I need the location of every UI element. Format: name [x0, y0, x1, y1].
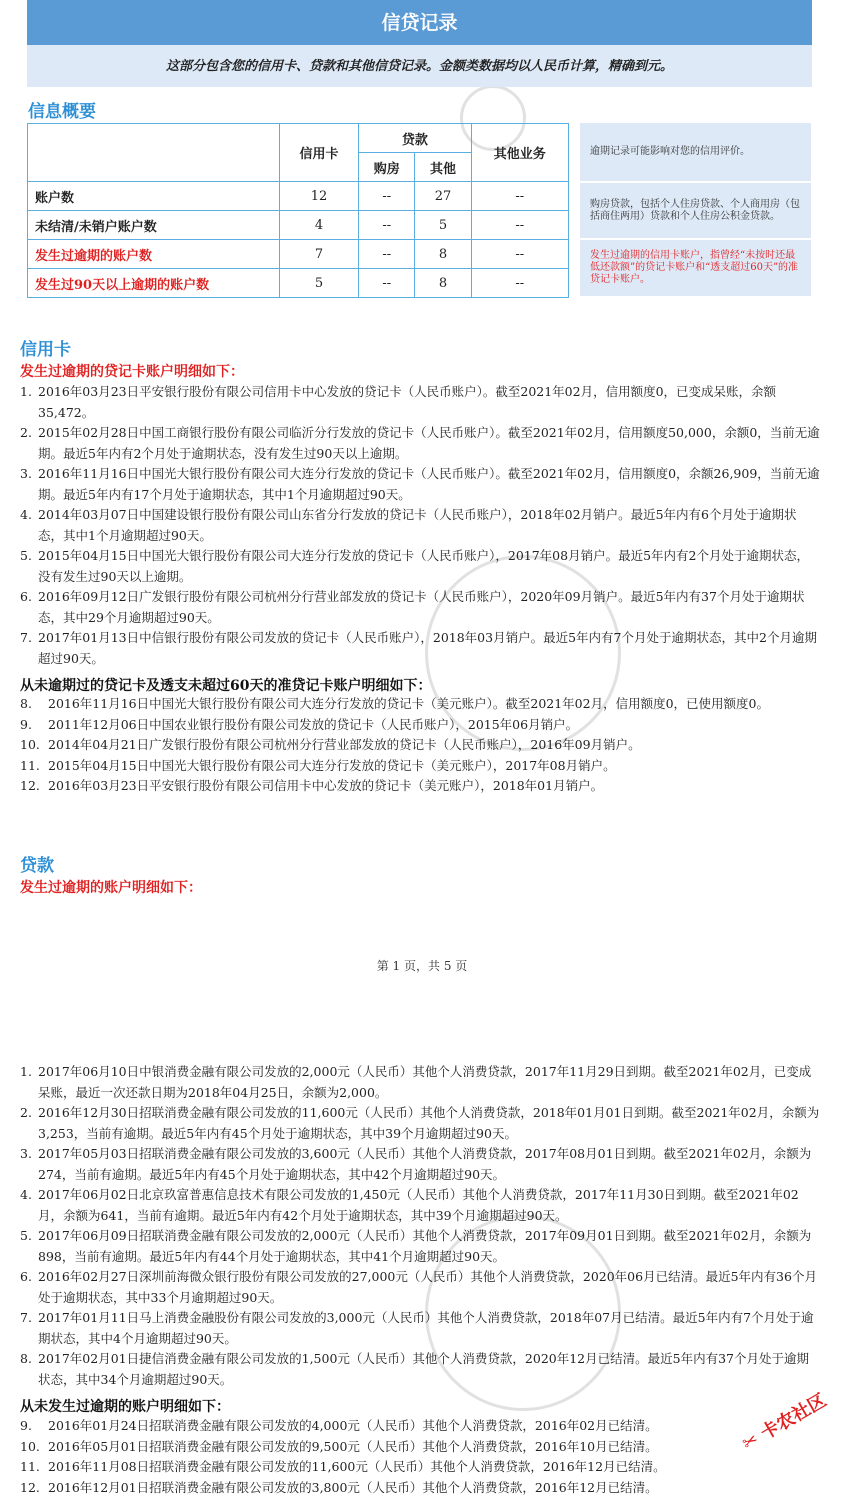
loan-overdue-list	[20, 1062, 820, 1390]
list-item: 5. 2017年06月09日招联消费金融有限公司发放的2,000元（人民币）其他个人消费贷款，2017年09月01日到期。截至2021年02月，余额为898，当前有逾期。最近5年内有44个月处于逾期状态，其中41个月逾期超过90天。	[20, 1228, 812, 1264]
community-logo: ✂ 卡农社区	[738, 1389, 831, 1455]
credit-card-title: 信用卡	[20, 340, 71, 360]
loan-overdue-heading: 发生过逾期的账户明细如下：	[20, 880, 202, 896]
list-item: 1. 2016年03月23日平安银行股份有限公司信用卡中心发放的贷记卡（人民币账户）。截至2021年02月，信用额度0，已变成呆账，余额35,472。	[20, 384, 777, 420]
cell-other: 8	[415, 240, 471, 269]
cell-credit: 5	[279, 269, 358, 298]
list-item: 2. 2016年12月30日招联消费金融有限公司发放的11,600元（人民币）其他个人消费贷款，2018年01月01日到期。截至2021年02月，余额为3,253，当前有逾期。最近5年内有45个月处于逾期状态，其中39个月逾期超过90天。	[20, 1105, 820, 1141]
col-other: 其他	[415, 153, 471, 182]
list-item: 10. 2014年04月21日广发银行股份有限公司杭州分行营业部发放的贷记卡（人民币账户），2016年09月销户。	[20, 737, 641, 752]
cell-credit: 7	[279, 240, 358, 269]
note-house-loan: 购房贷款，包括个人住房贷款、个人商用房（包括商住两用）贷款和个人住房公积金贷款。	[580, 183, 811, 238]
list-item: 6. 2016年09月12日广发银行股份有限公司杭州分行营业部发放的贷记卡（人民币账户），2020年09月销户。最近5年内有37个月处于逾期状态，其中29个月逾期超过90天。	[20, 589, 805, 625]
list-item: 7. 2017年01月11日马上消费金融股份有限公司发放的3,000元（人民币）其他个人消费贷款，2018年07月已结清。最近5年内有7个月处于逾期状态，其中4个月逾期超过90天。	[20, 1310, 814, 1346]
cell-biz: --	[471, 269, 568, 298]
cell-biz: --	[471, 211, 568, 240]
credit-normal-list	[20, 694, 820, 797]
table-row	[28, 240, 569, 269]
cell-credit: 12	[279, 182, 358, 211]
list-item: 11. 2016年11月08日招联消费金融有限公司发放的11,600元（人民币）其他个人消费贷款，2016年12月已结清。	[20, 1459, 666, 1474]
list-item: 4. 2017年06月02日北京玖富普惠信息技术有限公司发放的1,450元（人民币）其他个人消费贷款，2017年11月30日到期。截至2021年02月，余额为641，当前有逾期。最近5年内有42个月处于逾期状态，其中39个月逾期超过90天。	[20, 1187, 799, 1223]
credit-normal-heading: 从未逾期过的贷记卡及透支未超过60天的准贷记卡账户明细如下：	[20, 678, 432, 694]
page-subtitle: 这部分包含您的信用卡、贷款和其他信贷记录。金额类数据均以人民币计算，精确到元。	[27, 45, 812, 87]
cell-biz: --	[471, 182, 568, 211]
logo-icon: ✂	[738, 1429, 763, 1455]
loan-normal-list	[20, 1416, 820, 1498]
col-house: 购房	[359, 153, 415, 182]
cell-credit: 4	[279, 211, 358, 240]
list-item: 2. 2015年02月28日中国工商银行股份有限公司临沂分行发放的贷记卡（人民币账户）。截至2021年02月，信用额度50,000，余额0，当前无逾期。最近5年内有2个月处于逾期状态，没有发生过90天以上逾期。	[20, 425, 820, 461]
credit-overdue-heading: 发生过逾期的贷记卡账户明细如下：	[20, 364, 244, 380]
cell-biz: --	[471, 240, 568, 269]
page-title: 信贷记录	[27, 0, 812, 45]
list-item: 4. 2014年03月07日中国建设银行股份有限公司山东省分行发放的贷记卡（人民币账户），2018年02月销户。最近5年内有6个月处于逾期状态，其中1个月逾期超过90天。	[20, 507, 797, 543]
list-item: 12. 2016年03月23日平安银行股份有限公司信用卡中心发放的贷记卡（美元账户），2018年01月销户。	[20, 778, 604, 793]
note-credit-overdue: 发生过逾期的信用卡账户，指曾经“未按时还最低还款额”的贷记卡账户和“透支超过60天”的准贷记卡账户。	[580, 240, 811, 296]
overview-title: 信息概要	[28, 102, 96, 122]
list-item: 8. 2017年02月01日捷信消费金融有限公司发放的1,500元（人民币）其他个人消费贷款，2020年12月已结清。最近5年内有37个月处于逾期状态，其中34个月逾期超过90天。	[20, 1351, 809, 1387]
list-item: 9. 2011年12月06日中国农业银行股份有限公司发放的贷记卡（人民币账户），2015年06月销户。	[20, 716, 579, 732]
row-label: 账户数	[28, 182, 280, 211]
list-item: 3. 2016年11月16日中国光大银行股份有限公司大连分行发放的贷记卡（人民币账户）。截至2021年02月，信用额度0，余额26,909，当前无逾期。最近5年内有17个月处于逾期状态，其中1个月逾期超过90天。	[20, 466, 820, 502]
cell-house: --	[359, 182, 415, 211]
credit-overdue-list	[20, 382, 820, 669]
list-item: 5. 2015年04月15日中国光大银行股份有限公司大连分行发放的贷记卡（人民币账户），2017年08月销户。最近5年内有2个月处于逾期状态，没有发生过90天以上逾期。	[20, 548, 809, 584]
page-number: 第 1 页，共 5 页	[376, 959, 468, 973]
list-item: 7. 2017年01月13日中信银行股份有限公司发放的贷记卡（人民币账户），2018年03月销户。最近5年内有7个月处于逾期状态，其中2个月逾期超过90天。	[20, 630, 817, 666]
list-item: 10. 2016年05月01日招联消费金融有限公司发放的9,500元（人民币）其他个人消费贷款，2016年10月已结清。	[20, 1438, 658, 1454]
note-overdue: 逾期记录可能影响对您的信用评价。	[580, 123, 811, 181]
table-row	[28, 269, 569, 298]
cell-house: --	[359, 240, 415, 269]
cell-house: --	[359, 211, 415, 240]
list-item: 11. 2015年04月15日中国光大银行股份有限公司大连分行发放的贷记卡（美元账户），2017年08月销户。	[20, 757, 616, 773]
cell-house: --	[359, 269, 415, 298]
list-item: 12. 2016年12月01日招联消费金融有限公司发放的3,800元（人民币）其他个人消费贷款，2016年12月已结清。	[20, 1479, 658, 1495]
col-loan: 贷款	[359, 124, 471, 153]
loan-normal-heading: 从未发生过逾期的账户明细如下：	[20, 1399, 230, 1415]
col-other-business: 其他业务	[471, 124, 568, 182]
list-item: 8. 2016年11月16日中国光大银行股份有限公司大连分行发放的贷记卡（美元账户）。截至2021年02月，信用额度0，已使用额度0。	[20, 696, 769, 711]
list-item: 1. 2017年06月10日中银消费金融有限公司发放的2,000元（人民币）其他个人消费贷款，2017年11月29日到期。截至2021年02月，已变成呆账，最近一次还款日期为2018年04月25日，余额为2,000。	[20, 1064, 812, 1100]
cell-other: 27	[415, 182, 471, 211]
list-item: 3. 2017年05月03日招联消费金融有限公司发放的3,600元（人民币）其他个人消费贷款，2017年08月01日到期。截至2021年02月，余额为274，当前有逾期。最近5年内有45个月处于逾期状态，其中42个月逾期超过90天。	[20, 1146, 812, 1182]
overview-table	[27, 123, 569, 298]
list-item: 9. 2016年01月24日招联消费金融有限公司发放的4,000元（人民币）其他个人消费贷款，2016年02月已结清。	[20, 1418, 658, 1433]
cell-other: 8	[415, 269, 471, 298]
loan-title: 贷款	[20, 856, 54, 876]
list-item: 6. 2016年02月27日深圳前海微众银行股份有限公司发放的27,000元（人民币）其他个人消费贷款，2020年06月已结清。最近5年内有36个月处于逾期状态，其中33个月逾期超过90天。	[20, 1269, 817, 1305]
row-label: 发生过逾期的账户数	[28, 240, 280, 269]
row-label: 发生过90天以上逾期的账户数	[28, 269, 280, 298]
row-label: 未结清/未销户账户数	[28, 211, 280, 240]
cell-other: 5	[415, 211, 471, 240]
table-row	[28, 182, 569, 211]
table-row	[28, 211, 569, 240]
col-credit-card: 信用卡	[279, 124, 358, 182]
table-corner-cell	[28, 124, 280, 182]
